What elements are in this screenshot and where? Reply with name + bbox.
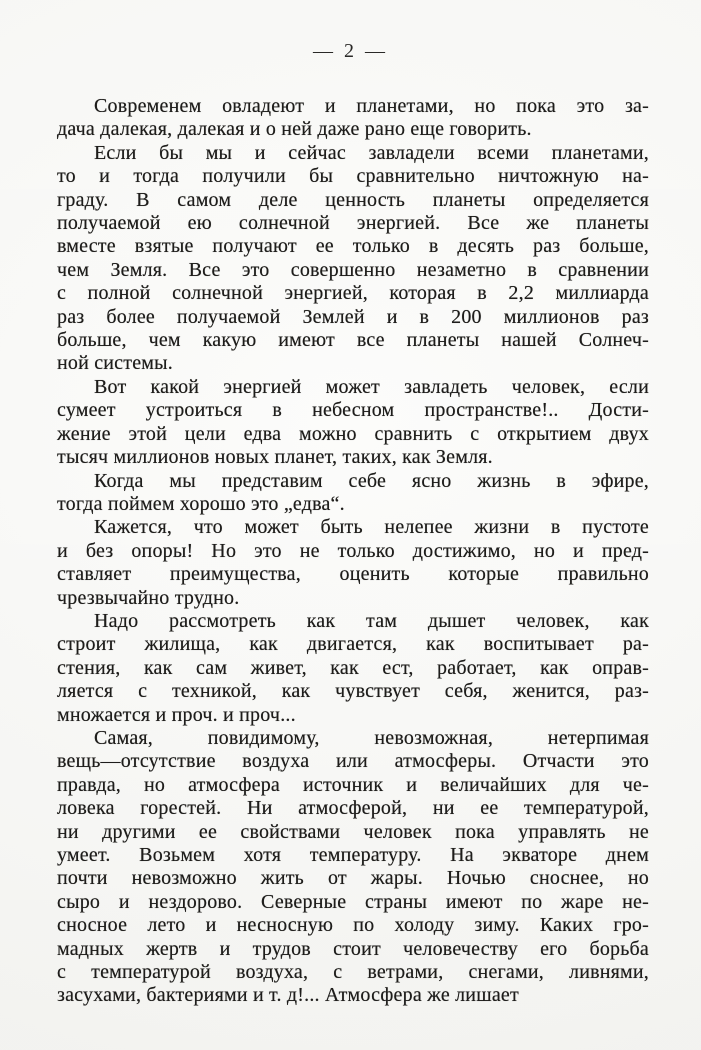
text-line: больше, чем какую имеют все планеты нашей Солнеч- [57,329,649,352]
text-line: вещь—отсутствие воздуха или атмосферы. Отчасти это [57,750,649,773]
text-line: умеет. Возьмем хотя температуру. На экваторе днем [57,844,649,866]
text-line: сумеет устроиться в небесном пространстве!.. Дости- [57,399,649,422]
text-line: строит жилища, как двигается, как воспитывает ра- [57,633,649,656]
text-line: стения, как сам живет, как ест, работает, как оправ- [57,656,649,679]
text-line: с полной солнечной энергией, которая в 2,2 миллиарда [57,282,649,305]
text-line: тысяч миллионов новых планет, таких, как Земля. [57,446,493,469]
text-line: чем Земля. Все это совершенно незаметно в сравнении [57,258,649,281]
text-line: мадных жертв и трудов стоит человечеству его борьба [57,937,649,960]
paragraph [57,727,649,1008]
text-line: Самая, повидимому, невозможная, нетерпимая [94,726,649,749]
text-line: жение этой цели едва можно сравнить с открытием двух [57,422,649,445]
page-number: — 2 — [313,40,388,62]
text-line: Надо рассмотреть как там дышет человек, как [94,609,649,632]
text-line: сносное лето и несносную по холоду зиму. Каких гро- [57,914,649,937]
text-line: дача далекая, далекая и о ней даже рано еще говорить. [57,118,532,141]
paragraph [57,376,649,470]
paragraph [57,470,649,517]
text-line: ляется с техникой, как чувствует себя, женится, раз- [57,680,649,703]
text-line: получаемой ею солнечной энергией. Все же планеты [57,212,649,235]
text-line: чрезвычайно трудно. [57,586,240,609]
text-line: ни другими ее свойствами человек пока управлять не [57,820,649,843]
paragraph [57,610,649,727]
text-line: Современем овладеют и планетами, но пока это за- [94,95,649,117]
text-line: вместе взятые получают ее только в десять раз больше, [57,235,649,258]
text-line: раз более получаемой Землей и в 200 миллионов раз [57,305,649,328]
text-line: сыро и нездорово. Северные страны имеют по жаре не- [57,890,649,913]
text-line: ной системы. [57,352,173,375]
paragraph [57,95,649,142]
paragraph [57,142,649,376]
text-line: ловека горестей. Ни атмосферой, ни ее температурой, [57,797,649,820]
text-line: и без опоры! Но это не только достижимо, но и пред- [57,539,649,562]
text-line: тогда поймем хорошо это „едва“. [57,492,345,515]
text-line: Вот какой энергией может завладеть человек, если [94,375,649,398]
text-line: Если бы мы и сейчас завладели всеми планетами, [94,141,649,164]
text-line: то и тогда получили бы сравнительно ничтожную на- [57,165,649,188]
text-line: правда, но атмосфера источник и величайших для че- [57,773,649,796]
text-line: засухами, бактериями и т. д!... Атмосфера же лишает [57,984,519,1007]
paragraph [57,516,649,610]
text-line: Кажется, что может быть нелепее жизни в пустоте [94,516,649,539]
text-line: почти невозможно жить от жары. Ночью сноснее, но [57,867,649,890]
text-line: Когда мы представим себе ясно жизнь в эфире, [94,469,649,492]
page-text-block [57,95,649,1008]
text-line: множается и проч. и проч... [57,703,296,726]
text-line: граду. В самом деле ценность планеты определяется [57,188,649,211]
text-line: с температурой воздуха, с ветрами, снегами, ливнями, [57,961,649,984]
text-line: ставляет преимущества, оценить которые правильно [57,563,649,586]
